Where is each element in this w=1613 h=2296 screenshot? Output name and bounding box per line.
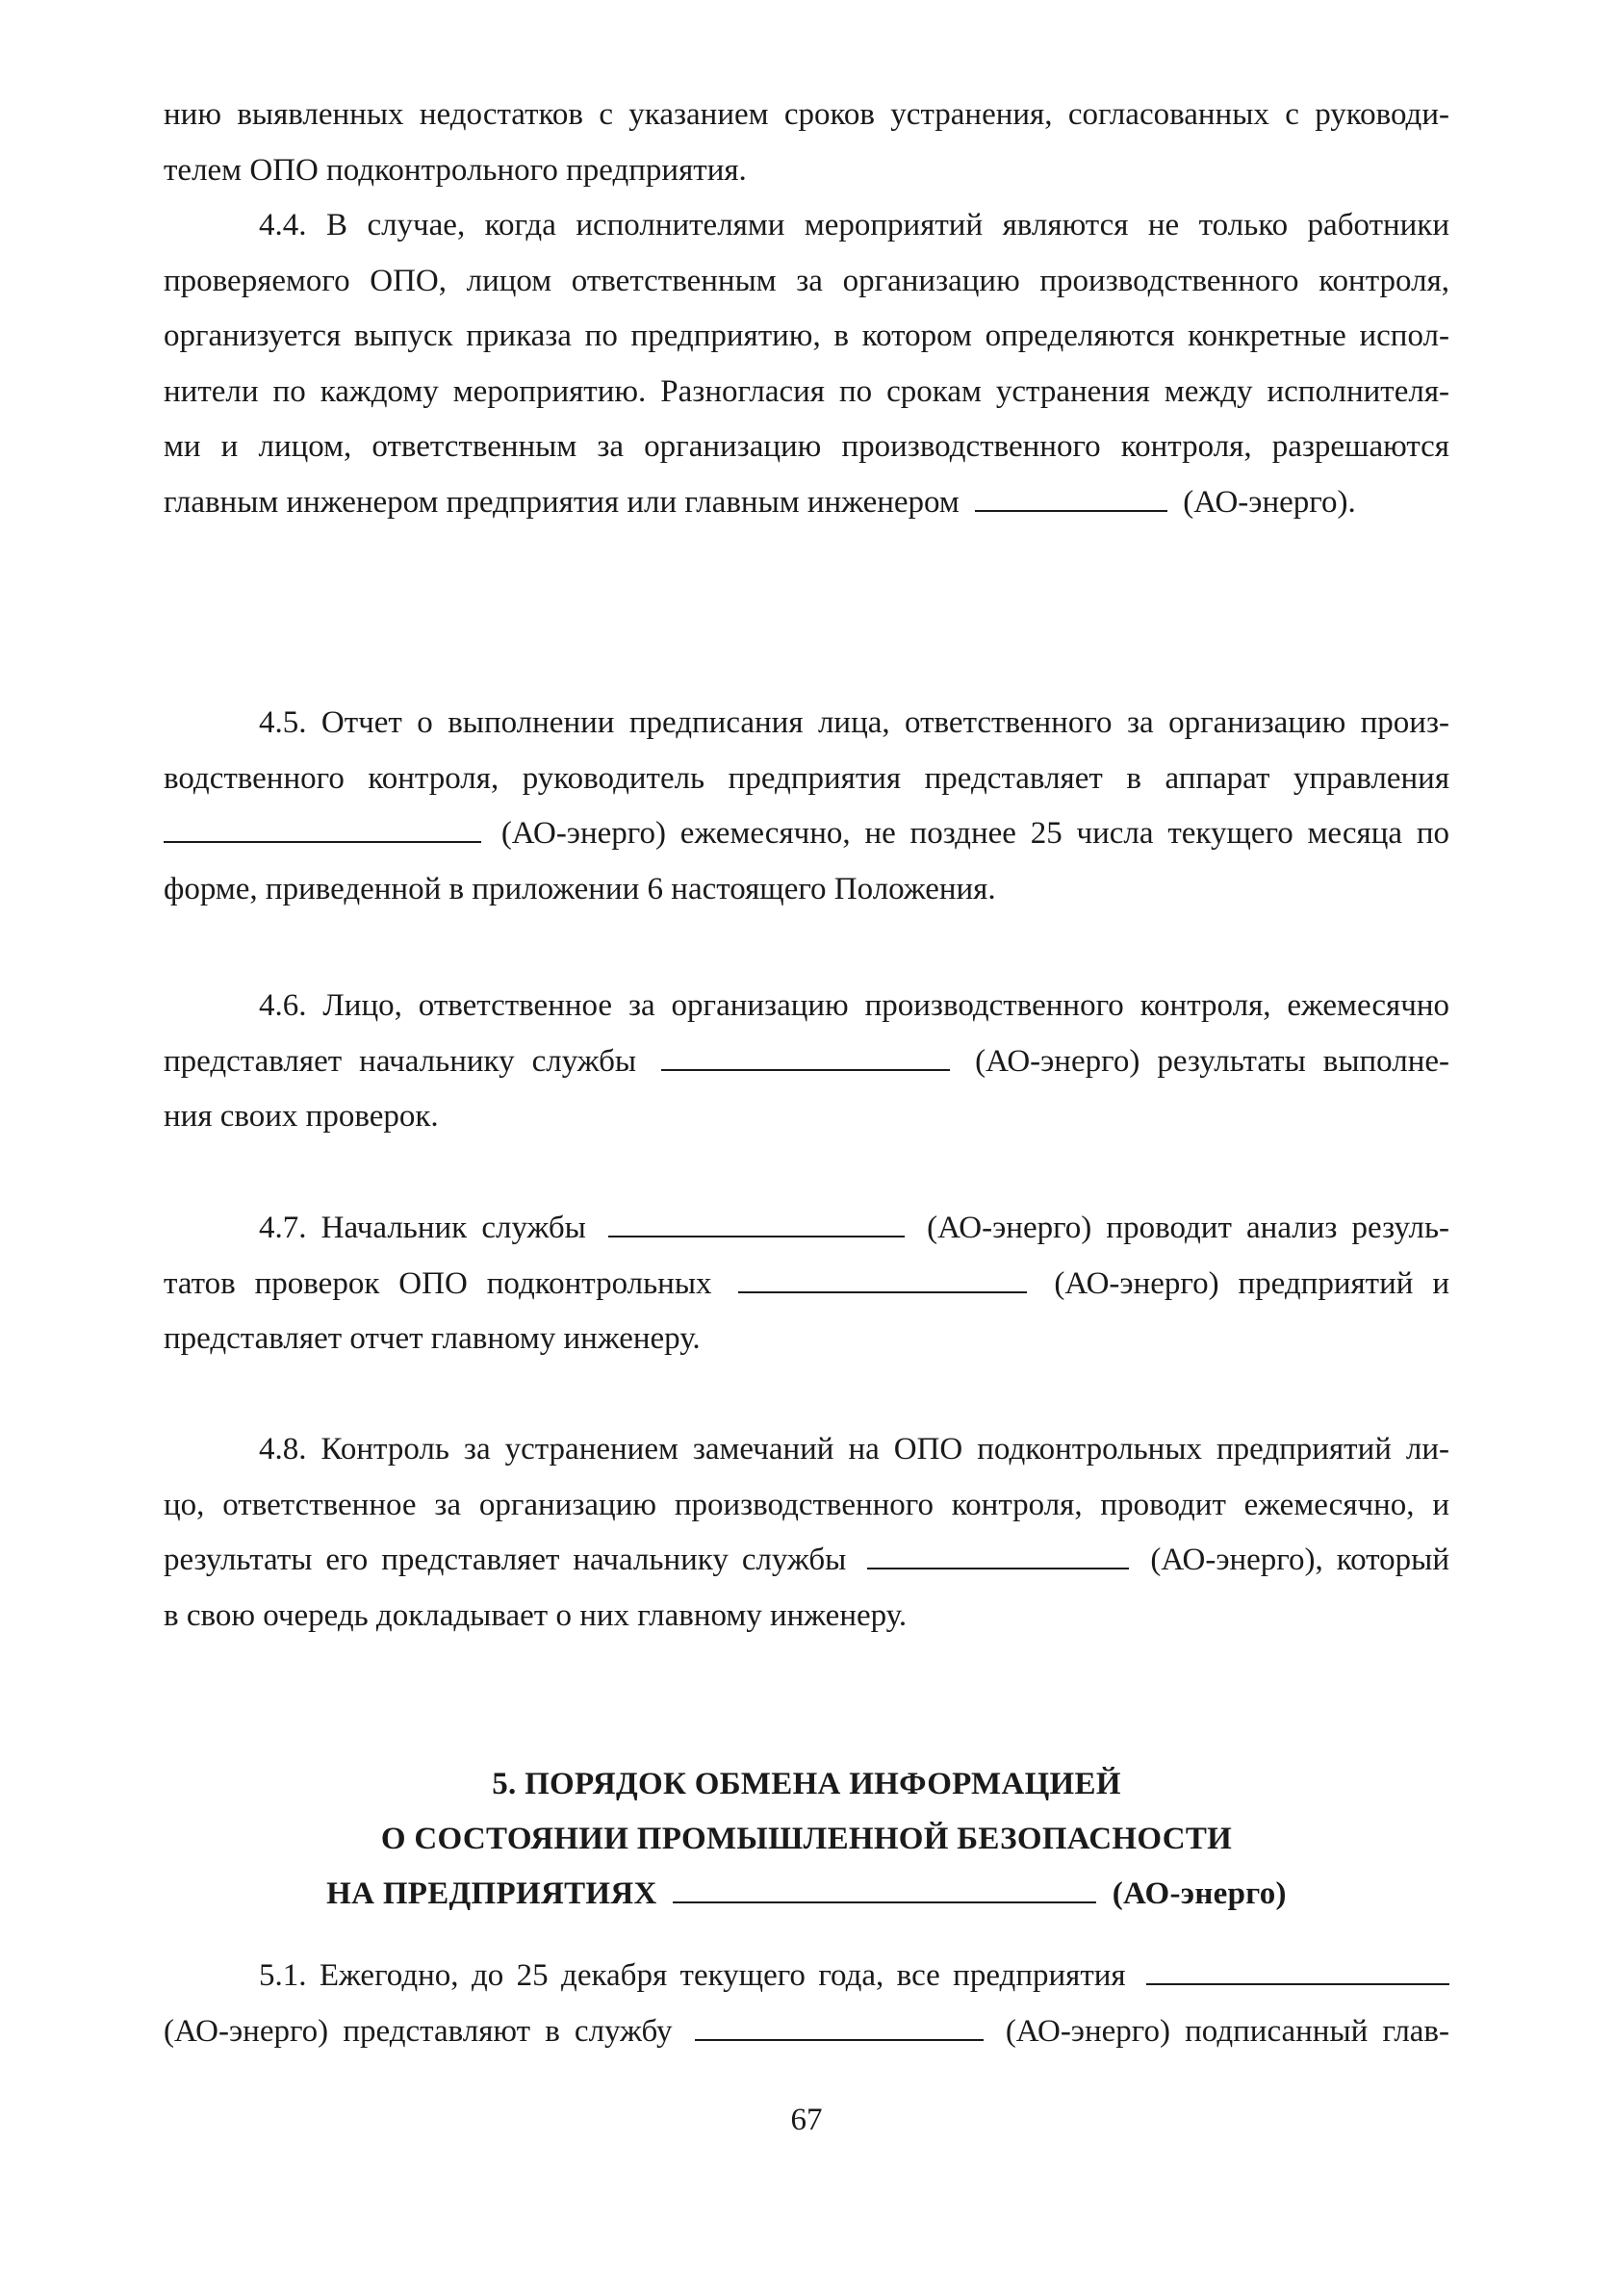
text-line: форме, приведенной в приложении 6 настоящего Положения.: [164, 871, 996, 906]
text-line: ми и лицом, ответственным за организацию производственного контроля, разрешаются: [164, 429, 1449, 464]
text-fragment: 4.7. Начальник службы: [259, 1211, 586, 1245]
text-fragment: главным инженером предприятия или главным инженером: [164, 484, 960, 520]
heading-line: 5. ПОРЯДОК ОБМЕНА ИНФОРМАЦИЕЙ: [492, 1767, 1121, 1801]
blank-field: [164, 816, 481, 843]
blank-field: [695, 2014, 984, 2041]
text-fragment: НА ПРЕДПРИЯТИЯХ: [326, 1876, 657, 1911]
paragraph-continuation: [164, 88, 1449, 198]
text-line: организуется выпуск приказа по предприятию, в котором определяются конкретные испол-: [164, 319, 1449, 353]
text-line: [164, 1257, 1449, 1313]
text-line: [164, 1201, 1449, 1257]
text-line: проверяемого ОПО, лицом ответственным за организацию производственного контроля,: [164, 263, 1449, 298]
text-fragment: (АО-энерго), который: [1150, 1543, 1449, 1577]
text-fragment: (АО-энерго) результаты выполне-: [975, 1043, 1449, 1079]
text-line: нию выявленных недостатков с указанием сроков устранения, согласованных с руководи-: [164, 97, 1449, 132]
text-fragment: (АО-энерго) проводит анализ резуль-: [927, 1211, 1449, 1245]
text-fragment: 5.1. Ежегодно, до 25 декабря текущего года, все предприятия: [259, 1958, 1126, 1993]
heading-line: [164, 1867, 1449, 1922]
text-line: водственного контроля, руководитель предприятия представляет в аппарат управления: [164, 760, 1449, 796]
paragraph-5-1: [164, 1949, 1449, 2059]
text-fragment: татов проверок ОПО подконтрольных: [164, 1265, 712, 1301]
text-line: 4.4. В случае, когда исполнителями мероприятий являются не только работники: [259, 208, 1449, 242]
section-heading: [164, 1757, 1449, 1922]
text-line: [164, 1949, 1449, 2004]
blank-field: [673, 1876, 1096, 1903]
text-line: 4.6. Лицо, ответственное за организацию производственного контроля, ежемесячно: [259, 988, 1449, 1023]
text-line: 4.5. Отчет о выполнении предписания лица, ответственного за организацию произ-: [259, 705, 1449, 740]
paragraph-4-6: [164, 979, 1449, 1145]
text-line: ния своих проверок.: [164, 1099, 439, 1134]
paragraph-4-7: [164, 1201, 1449, 1367]
text-line: в свою очередь докладывает о них главному инженеру.: [164, 1597, 908, 1633]
text-line: телем ОПО подконтрольного предприятия.: [164, 152, 747, 188]
text-fragment: (АО-энерго) предприятий и: [1054, 1265, 1450, 1301]
text-fragment: (АО-энерго).: [1183, 484, 1356, 520]
blank-field: [738, 1266, 1027, 1293]
blank-field: [867, 1543, 1129, 1569]
text-line: [164, 1533, 1449, 1589]
blank-field: [1146, 1958, 1449, 1985]
text-fragment: (АО-энерго) подписанный глав-: [1005, 2013, 1450, 2049]
text-fragment: (АО-энерго): [1112, 1876, 1287, 1911]
text-line: [164, 1034, 1449, 1090]
paragraph-4-5: [164, 696, 1449, 917]
text-fragment: (АО-энерго) ежемесячно, не позднее 25 числа текущего месяца по: [500, 816, 1450, 851]
text-line: цо, ответственное за организацию производственного контроля, проводит ежемесячно, и: [164, 1487, 1449, 1522]
text-line: 4.8. Контроль за устранением замечаний на ОПО подконтрольных предприятий ли-: [259, 1432, 1449, 1467]
text-line: [164, 2004, 1449, 2060]
text-line: представляет отчет главному инженеру.: [164, 1321, 701, 1356]
text-line: нители по каждому мероприятию. Разногласия по срокам устранения между исполнителя-: [164, 373, 1449, 409]
paragraph-4-8: [164, 1422, 1449, 1644]
blank-field: [608, 1211, 905, 1237]
paragraph-4-4: [164, 198, 1449, 530]
text-line: [164, 475, 1449, 531]
text-line: [164, 806, 1449, 862]
blank-field: [661, 1044, 950, 1071]
blank-field: [975, 485, 1167, 512]
text-fragment: (АО-энерго) представляют в службу: [164, 2013, 673, 2049]
page-number: 67: [790, 2103, 823, 2137]
text-fragment: результаты его представляет начальнику службы: [164, 1543, 847, 1577]
heading-line: О СОСТОЯНИИ ПРОМЫШЛЕННОЙ БЕЗОПАСНОСТИ: [380, 1822, 1233, 1856]
text-fragment: представляет начальнику службы: [164, 1043, 637, 1079]
